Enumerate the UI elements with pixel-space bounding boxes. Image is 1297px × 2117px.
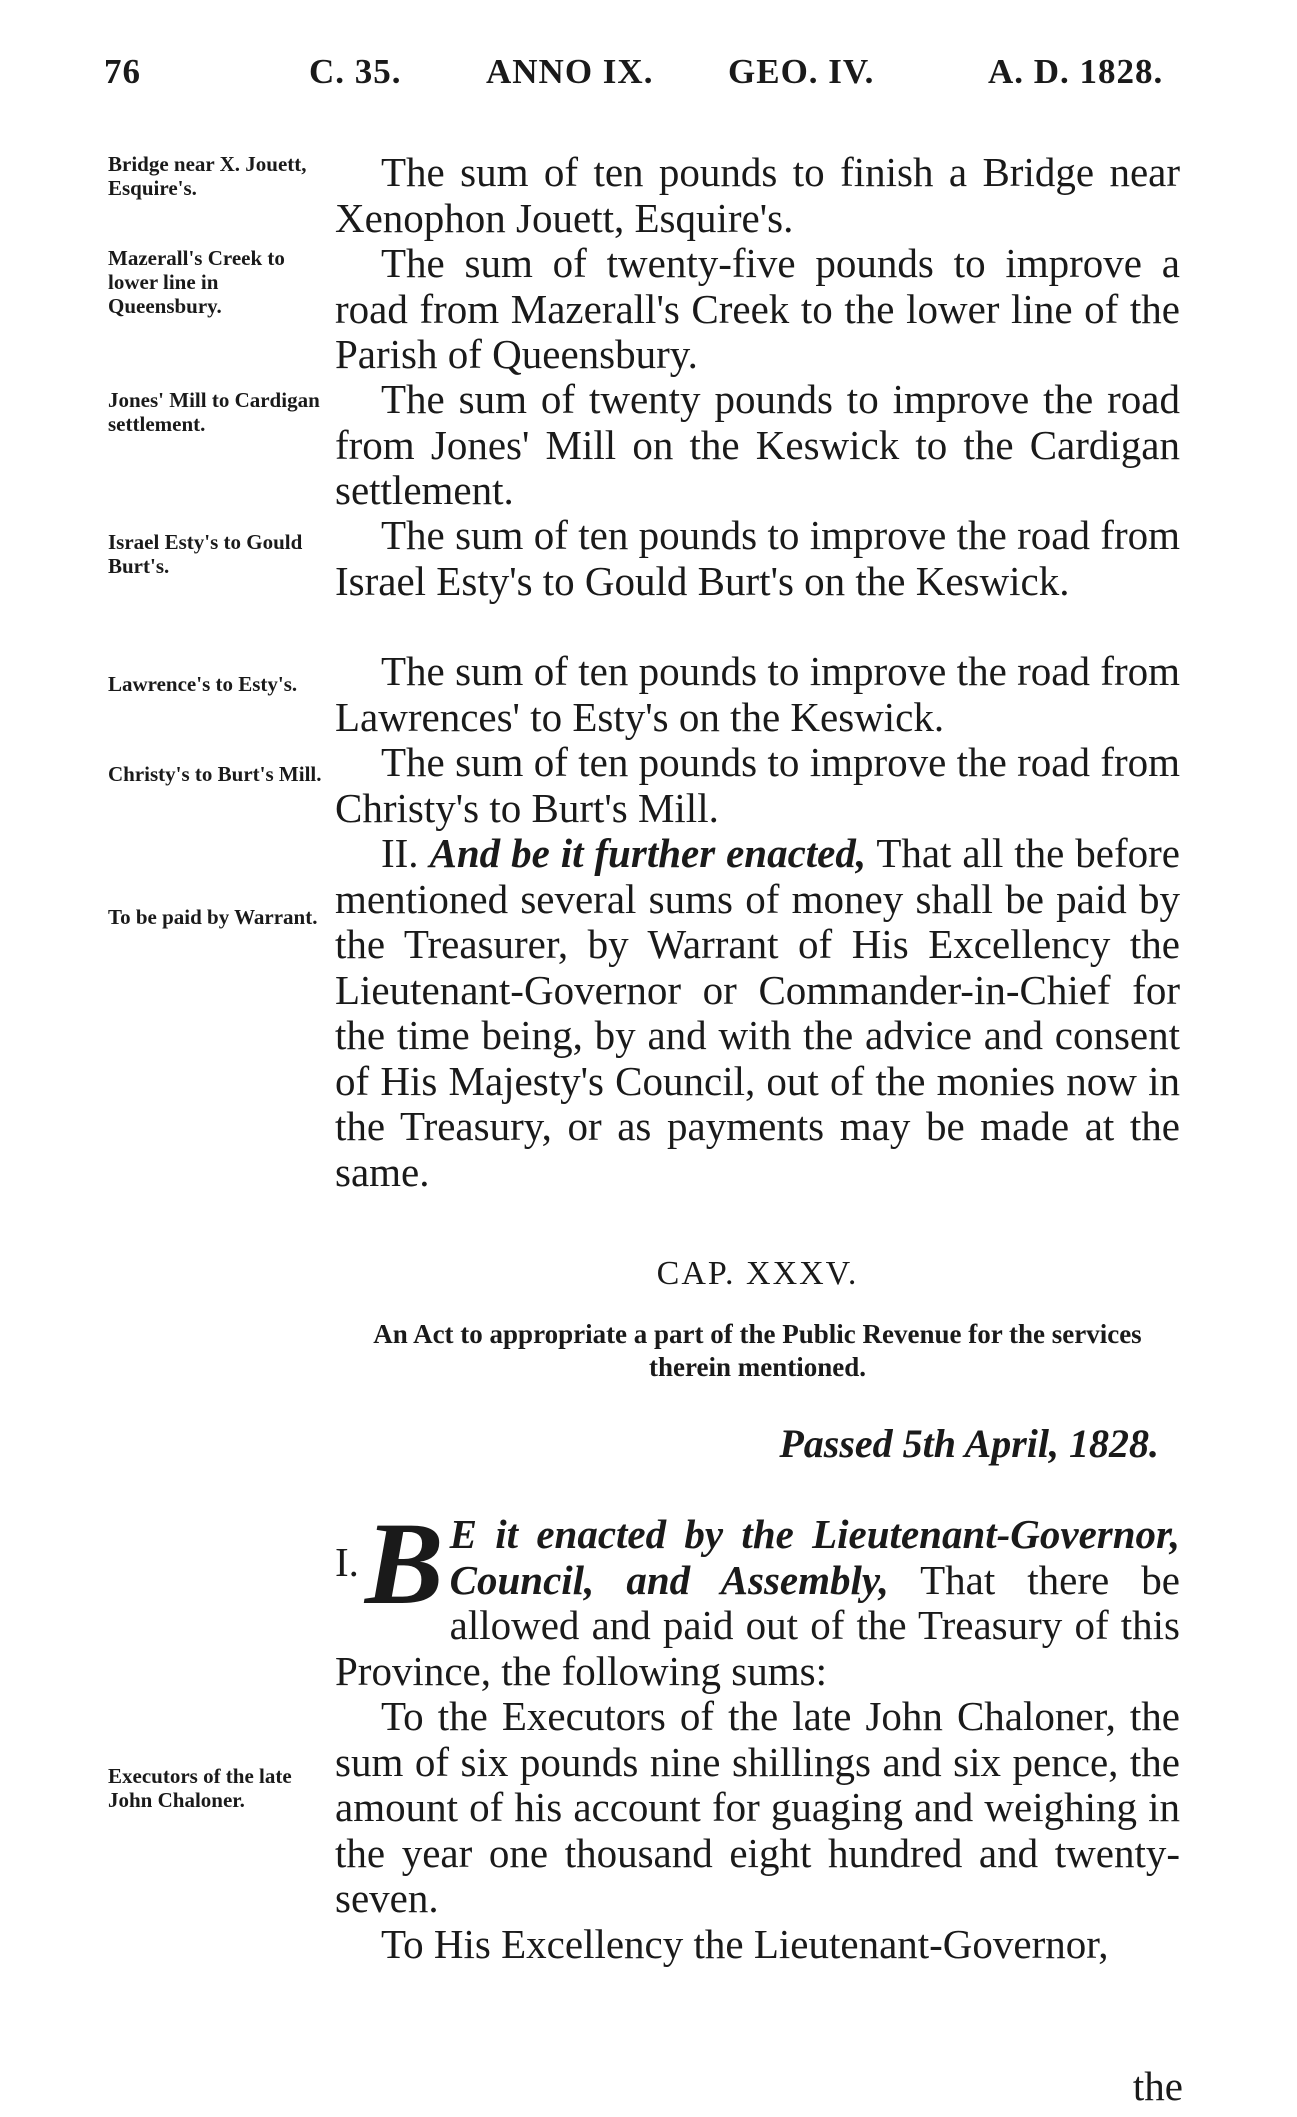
margin-note: Israel Esty's to Gould Burt's. — [108, 530, 303, 578]
executors-paragraph: To the Executors of the late John Chaloner, the sum of six pounds nine shillings and six pence, the amount of his account for guaging and weighing in the year one thousand eight hundred and twenty-seven. — [335, 1693, 1180, 1921]
header-year: A. D. 1828. — [988, 52, 1164, 91]
margin-note: To be paid by Warrant. — [108, 905, 318, 929]
enacting-clause: And be it further enacted, — [429, 830, 867, 876]
header-anno: ANNO IX. — [486, 52, 654, 91]
act-title: An Act to appropriate a part of the Public Revenue for the services therein mentioned. — [373, 1319, 1142, 1382]
paragraph: The sum of ten pounds to improve the road from Christy's to Burt's Mill. — [335, 739, 1180, 831]
margin-note: Bridge near X. Jouett, Esquire's. — [108, 152, 307, 200]
header-geo: GEO. IV. — [728, 52, 875, 91]
section-text: That there be allowed and paid out of the Treasury of this Province, the following sums: — [335, 1556, 1180, 1694]
chapter-heading: CAP. XXXV. — [656, 1255, 859, 1292]
paragraph: The sum of ten pounds to improve the road from Israel Esty's to Gould Burt's on the Keswick. — [335, 512, 1180, 604]
paragraph: The sum of ten pounds to improve the road from Lawrences' to Esty's on the Keswick. — [335, 648, 1180, 740]
margin-note: Mazerall's Creek to lower line in Queensbury. — [108, 246, 285, 318]
enacting-clause: E it enacted by the Lieutenant-Governor, Council, and Assembly, — [449, 1511, 1180, 1603]
margin-note: Lawrence's to Esty's. — [108, 672, 298, 696]
margin-note: Christy's to Burt's Mill. — [108, 762, 322, 786]
paragraph: The sum of ten pounds to finish a Bridge near Xenophon Jouett, Esquire's. — [335, 149, 1180, 241]
section-one — [335, 1498, 1180, 1967]
page-number: 76 — [104, 52, 141, 91]
header-chapter: C. 35. — [309, 52, 402, 91]
paragraph: The sum of twenty-five pounds to improve a road from Mazerall's Creek to the lower line of the Parish of Queensbury. — [335, 240, 1180, 377]
excellency-paragraph: To His Excellency the Lieutenant-Governor, — [381, 1920, 1109, 1967]
margin-note: Jones' Mill to Cardigan settlement. — [108, 388, 320, 436]
section-number: I. — [335, 1539, 359, 1585]
paragraph: The sum of twenty pounds to improve the road from Jones' Mill on the Keswick to the Cardigan settlement. — [335, 376, 1180, 513]
section-text: That all the before mentioned several sums of money shall be paid by the Treasurer, by Warrant of His Excellency the Lieutenant-Governor or Commander-in-Chief for the time being, by and with the advice and consent of His Majesty's Council, out of the monies now in the Treasury, or as payments may be made at the same. — [335, 830, 1180, 1195]
catchword: the — [1132, 2063, 1183, 2109]
passed-date: Passed 5th April, 1828. — [779, 1421, 1159, 1466]
section-number: II. — [381, 830, 419, 876]
page-header — [104, 52, 1184, 102]
section-two — [335, 831, 1180, 1195]
margin-note: Executors of the late John Chaloner. — [108, 1764, 292, 1812]
drop-cap: B — [364, 1498, 444, 1629]
